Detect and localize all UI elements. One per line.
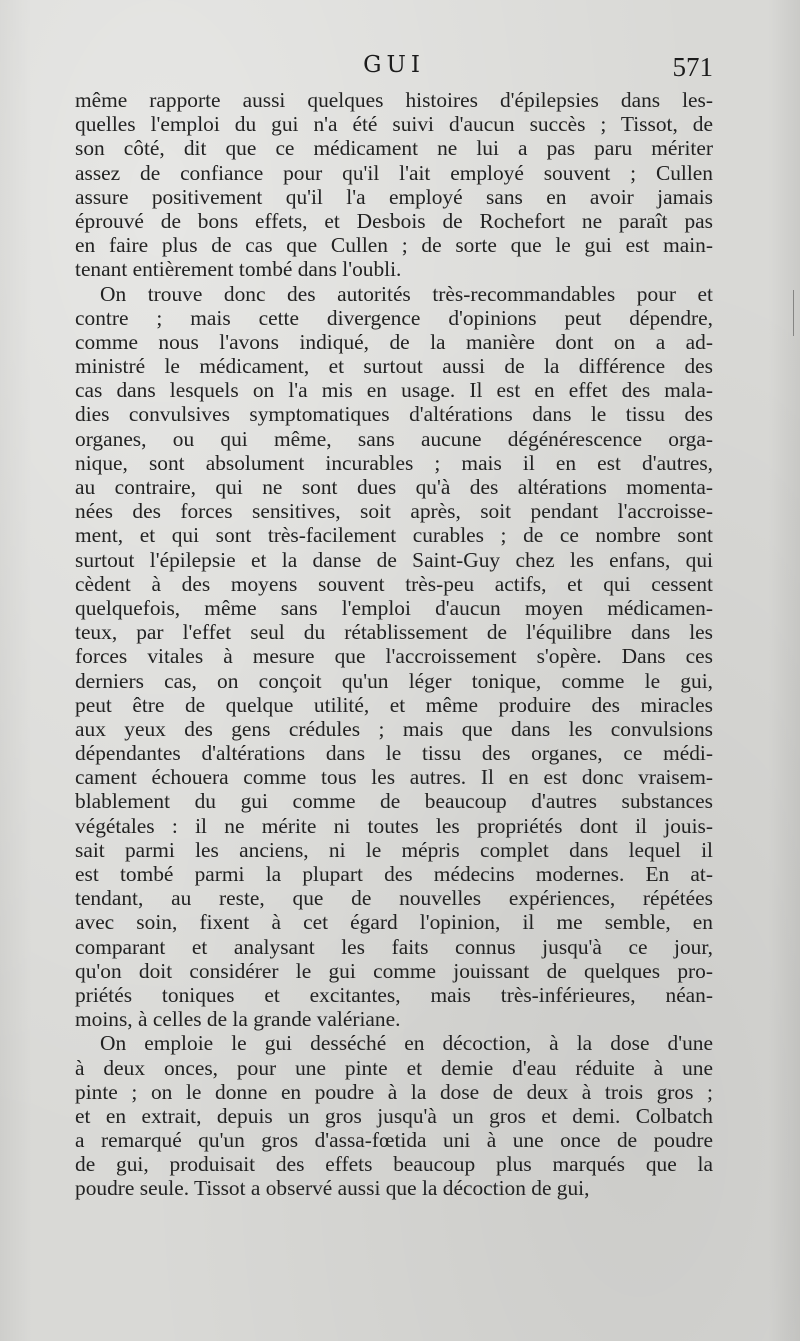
paragraph <box>75 88 713 282</box>
text-line: éprouvé de bons effets, et Desbois de Rochefort ne paraît pas <box>75 208 713 233</box>
text-line: forces vitales à mesure que l'accroissement s'opère. Dans ces <box>75 644 713 669</box>
text-line: surtout l'épilepsie et la danse de Saint-Guy chez les enfans, qui <box>75 547 713 572</box>
text-line: organes, ou qui même, sans aucune dégénérescence orga- <box>75 426 713 451</box>
text-line: assure positivement qu'il l'a employé sans en avoir jamais <box>75 184 713 209</box>
text-line: qu'on doit considérer le gui comme jouissant de quelques pro- <box>75 958 713 983</box>
text-line: sait parmi les anciens, ni le mépris complet dans lequel il <box>75 837 713 862</box>
text-line: On emploie le gui desséché en décoction, à la dose d'une <box>100 1031 713 1056</box>
text-line: aux yeux des gens crédules ; mais que dans les convulsions <box>75 716 713 741</box>
text-line: cèdent à des moyens souvent très-peu actifs, et qui cessent <box>75 571 713 596</box>
paragraph <box>75 282 713 1032</box>
text-line: nées des forces sensitives, soit après, soit pendant l'accroisse- <box>75 499 713 524</box>
page-edge-mark <box>793 290 794 336</box>
text-line: tenant entièrement tombé dans l'oubli. <box>75 257 402 282</box>
text-line: même rapporte aussi quelques histoires d'épilepsies dans les- <box>75 88 713 112</box>
page-header <box>75 52 713 86</box>
text-line: derniers cas, on conçoit qu'un léger tonique, comme le gui, <box>75 668 713 693</box>
text-line: quelles l'emploi du gui n'a été suivi d'aucun succès ; Tissot, de <box>75 112 713 137</box>
text-line: moins, à celles de la grande valériane. <box>75 1007 401 1032</box>
text-line: son côté, dit que ce médicament ne lui a pas paru mériter <box>75 136 713 161</box>
text-line: au contraire, qui ne sont dues qu'à des altérations momenta- <box>75 475 713 499</box>
text-line: à deux onces, pour une pinte et demie d'eau réduite à une <box>75 1055 713 1080</box>
text-line: contre ; mais cette divergence d'opinions peut dépendre, <box>75 305 713 330</box>
text-line: cament échouera comme tous les autres. Il en est donc vraisem- <box>75 765 713 790</box>
text-line: poudre seule. Tissot a observé aussi que la décoction de gui, <box>75 1176 590 1201</box>
text-line: avec soin, fixent à cet égard l'opinion, il me semble, en <box>75 910 713 935</box>
text-line: comparant et analysant les faits connus jusqu'à ce jour, <box>75 934 713 959</box>
text-line: quelquefois, même sans l'emploi d'aucun moyen médicamen- <box>75 595 713 620</box>
text-line: blablement du gui comme de beaucoup d'autres substances <box>75 789 713 814</box>
text-line: est tombé parmi la plupart des médecins modernes. En at- <box>75 862 713 886</box>
text-line: assez de confiance pour qu'il l'ait employé souvent ; Cullen <box>75 160 713 185</box>
text-line: ministré le médicament, et surtout aussi de la différence des <box>75 354 713 379</box>
running-head: GUI <box>363 52 425 78</box>
text-line: pinte ; on le donne en poudre à la dose de deux à trois gros ; <box>75 1079 713 1104</box>
text-line: dies convulsives symptomatiques d'altérations dans le tissu des <box>75 402 713 427</box>
text-line: On trouve donc des autorités très-recommandables pour et <box>100 281 713 306</box>
text-line: de gui, produisait des effets beaucoup plus marqués que la <box>75 1152 713 1177</box>
text-line: priétés toniques et excitantes, mais très-inférieures, néan- <box>75 982 713 1007</box>
text-line: et en extrait, depuis un gros jusqu'à un gros et demi. Colbatch <box>75 1103 713 1128</box>
paragraph <box>75 1031 713 1200</box>
text-line: végétales : il ne mérite ni toutes les propriétés dont il jouis- <box>75 813 713 838</box>
text-line: teux, par l'effet seul du rétablissement de l'équilibre dans les <box>75 620 713 645</box>
text-line: comme nous l'avons indiqué, de la manière dont on a ad- <box>75 329 713 354</box>
text-line: nique, sont absolument incurables ; mais il en est d'autres, <box>75 450 713 475</box>
page-number: 571 <box>672 52 713 82</box>
text-line: en faire plus de cas que Cullen ; de sorte que le gui est main- <box>75 233 713 258</box>
text-line: a remarqué qu'un gros d'assa-fœtida uni à une once de poudre <box>75 1128 713 1153</box>
text-line: ment, et qui sont très-facilement curables ; de ce nombre sont <box>75 523 713 548</box>
text-line: tendant, au reste, que de nouvelles expériences, répétées <box>75 886 713 911</box>
body-text <box>75 88 713 1201</box>
text-line: peut être de quelque utilité, et même produire des miracles <box>75 692 713 717</box>
text-line: dépendantes d'altérations dans le tissu des organes, ce médi- <box>75 741 713 766</box>
text-line: cas dans lesquels on l'a mis en usage. Il est en effet des mala- <box>75 378 713 403</box>
